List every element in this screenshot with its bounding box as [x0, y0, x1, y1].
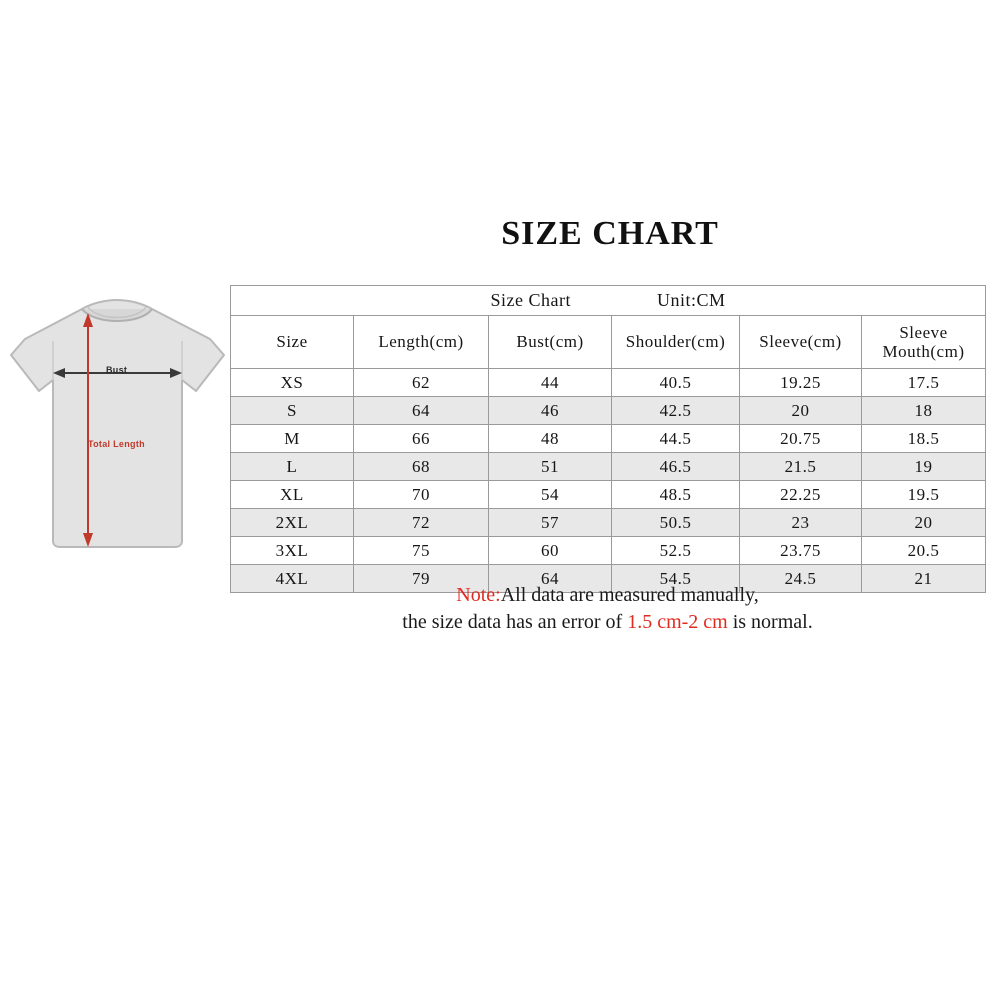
caption-right: Unit:CM	[657, 290, 726, 310]
table-row	[231, 481, 986, 509]
cell-value: 66	[354, 425, 489, 453]
note-error-range: 1.5 cm-2 cm	[627, 611, 728, 633]
table-caption-row	[231, 286, 986, 316]
page-title: SIZE CHART	[501, 215, 719, 252]
cell-size: 3XL	[231, 537, 354, 565]
cell-value: 44	[489, 369, 612, 397]
header-bust: Bust(cm)	[489, 316, 612, 369]
cell-size: XL	[231, 481, 354, 509]
cell-value: 19	[862, 453, 986, 481]
cell-value: 62	[354, 369, 489, 397]
note-line-1	[230, 582, 985, 609]
note-prefix: Note:	[456, 584, 501, 606]
cell-value: 57	[489, 509, 612, 537]
header-sleeve-mouth	[862, 316, 986, 369]
cell-value: 44.5	[612, 425, 740, 453]
note-line2-prefix: the size data has an error of	[402, 611, 628, 633]
cell-value: 20.5	[862, 537, 986, 565]
tshirt-icon	[10, 295, 225, 570]
cell-value: 19.5	[862, 481, 986, 509]
cell-size: 2XL	[231, 509, 354, 537]
cell-value: 20.75	[740, 425, 862, 453]
cell-value: 46.5	[612, 453, 740, 481]
bust-label: Bust	[106, 365, 128, 375]
cell-value: 19.25	[740, 369, 862, 397]
cell-value: 23	[740, 509, 862, 537]
header-sleeve: Sleeve(cm)	[740, 316, 862, 369]
table-header-row	[231, 316, 986, 369]
cell-value: 42.5	[612, 397, 740, 425]
cell-value: 70	[354, 481, 489, 509]
cell-value: 23.75	[740, 537, 862, 565]
cell-size: XS	[231, 369, 354, 397]
cell-value: 54	[489, 481, 612, 509]
cell-value: 75	[354, 537, 489, 565]
cell-value: 54.5	[612, 565, 740, 593]
table-row	[231, 397, 986, 425]
cell-value: 48	[489, 425, 612, 453]
size-table-container	[230, 285, 985, 593]
cell-value: 72	[354, 509, 489, 537]
table-row	[231, 425, 986, 453]
cell-value: 68	[354, 453, 489, 481]
table-row	[231, 537, 986, 565]
total-length-label: Total Length	[88, 439, 145, 449]
header-sleeve-mouth-line2: Mouth(cm)	[882, 342, 965, 361]
cell-value: 64	[354, 397, 489, 425]
header-shoulder: Shoulder(cm)	[612, 316, 740, 369]
note-line2-suffix: is normal.	[727, 611, 813, 633]
cell-size: M	[231, 425, 354, 453]
cell-value: 18.5	[862, 425, 986, 453]
cell-size: S	[231, 397, 354, 425]
cell-value: 60	[489, 537, 612, 565]
header-sleeve-mouth-line1: Sleeve	[899, 322, 948, 342]
cell-value: 64	[489, 565, 612, 593]
table-caption-cell	[231, 286, 986, 316]
cell-value: 40.5	[612, 369, 740, 397]
cell-value: 20	[862, 509, 986, 537]
measurement-note	[230, 582, 985, 636]
cell-value: 22.25	[740, 481, 862, 509]
cell-value: 48.5	[612, 481, 740, 509]
cell-value: 21	[862, 565, 986, 593]
caption-left: Size Chart	[490, 290, 571, 310]
cell-value: 52.5	[612, 537, 740, 565]
note-line1-rest: All data are measured manually,	[500, 584, 759, 606]
table-row	[231, 453, 986, 481]
tshirt-diagram	[10, 295, 225, 570]
size-table	[230, 285, 986, 593]
table-row	[231, 369, 986, 397]
note-line-2	[230, 609, 985, 636]
table-row	[231, 509, 986, 537]
cell-value: 24.5	[740, 565, 862, 593]
cell-size: 4XL	[231, 565, 354, 593]
cell-value: 79	[354, 565, 489, 593]
cell-value: 46	[489, 397, 612, 425]
cell-value: 51	[489, 453, 612, 481]
header-size: Size	[231, 316, 354, 369]
cell-value: 21.5	[740, 453, 862, 481]
header-length: Length(cm)	[354, 316, 489, 369]
cell-value: 17.5	[862, 369, 986, 397]
cell-value: 20	[740, 397, 862, 425]
cell-size: L	[231, 453, 354, 481]
cell-value: 50.5	[612, 509, 740, 537]
cell-value: 18	[862, 397, 986, 425]
